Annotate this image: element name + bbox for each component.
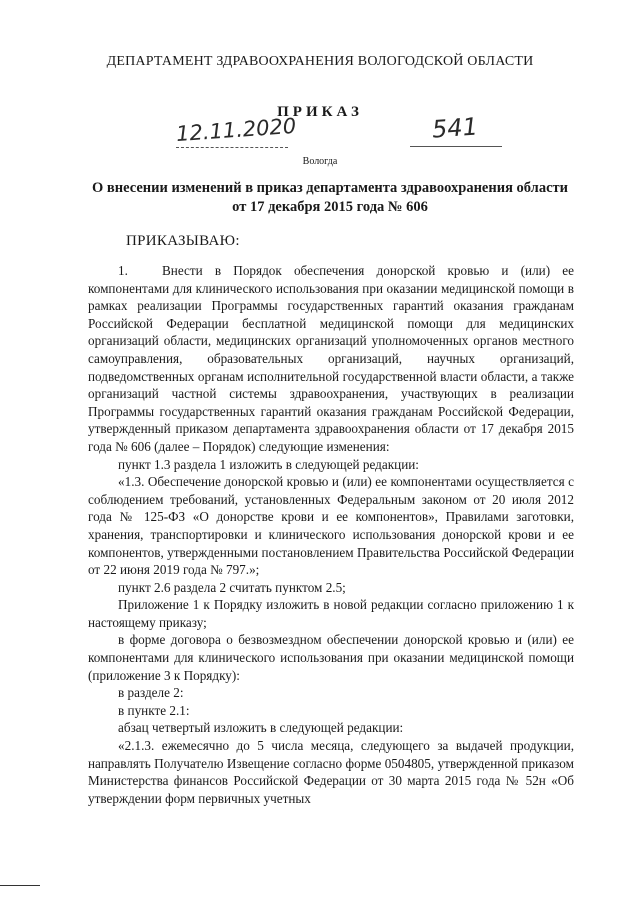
paragraph: в разделе 2: [118,685,184,701]
paragraph: в форме договора о безвозмездном обеспечении донорской кровью и (или) ее компонентами для клинического использования при оказании медицинской помощи (приложение 3 к Порядку): [88,632,574,683]
document-title-line1: О внесении изменений в приказ департамента здравоохранения области [92,180,568,196]
order-directive: ПРИКАЗЫВАЮ: [126,233,240,249]
order-label: ПРИКАЗ [277,104,363,120]
paragraph: «1.3. Обеспечение донорской кровью и (или) ее компонентами осуществляется с соблюдением требований, установленных Федеральным законом от 20 июля 2012 года № 125-ФЗ «О донорстве крови и ее компонентов», Правилами заготовки, хранения, транспортировки и клинического использования донорской крови и ее компонентов, утвержденными постановлением Правительства Российской Федерации от 22 июня 2019 года № 797.»; [88,474,574,578]
paragraph: пункт 2.6 раздела 2 считать пунктом 2.5; [118,579,346,595]
item-number: 1. [118,263,128,278]
order-date-handwritten: 12.11.2020 [175,113,297,147]
paragraph: Приложение 1 к Порядку изложить в новой редакции согласно приложению 1 к настоящему приказу; [88,597,574,630]
paragraph-item-1 [88,262,574,456]
document-title [60,179,600,217]
paragraph: пункт 1.3 раздела 1 изложить в следующей редакции: [118,456,419,472]
document-body [88,262,574,807]
order-number-handwritten: 541 [431,112,479,144]
number-underline [410,146,502,147]
paragraph: абзац четвертый изложить в следующей редакции: [118,720,404,736]
paragraph: «2.1.3. ежемесячно до 5 числа месяца, следующего за выдачей продукции, направлять Получателю Извещение согласно форме 0504805, утвержденной приказом Министерства финансов Российской Федерации от 30 марта 2015 года № 52н «Об утверждении форм первичных учетных [88,738,574,806]
date-underline [176,147,288,148]
footnote-separator [0,885,40,886]
paragraph: в пункте 2.1: [118,702,190,718]
department-name: ДЕПАРТАМЕНТ ЗДРАВООХРАНЕНИЯ ВОЛОГОДСКОЙ ОБЛАСТИ [106,54,534,69]
city-name: Вологда [302,156,338,167]
item-1-text: Внести в Порядок обеспечения донорской кровью и (или) ее компонентами для клинического использования при оказании медицинской помощи в рамках реализации Программы государственных гарантий оказания гражданам Российской Федерации бесплатной медицинской помощи для медицинских организаций области, медицинских организаций уполномоченных органов местного самоуправления, образовательных организаций, научных организаций, подведомственных органам исполнительной государственной власти области, а также организаций частной системы здравоохранения, участвующих в реализации Программы государственных гарантий оказания гражданам Российской Федерации, утвержденный приказом департамента здравоохранения области от 17 декабря 2015 года № 606 (далее – Порядок) следующие изменения: [88,263,574,454]
document-title-line2: от 17 декабря 2015 года № 606 [232,199,428,215]
